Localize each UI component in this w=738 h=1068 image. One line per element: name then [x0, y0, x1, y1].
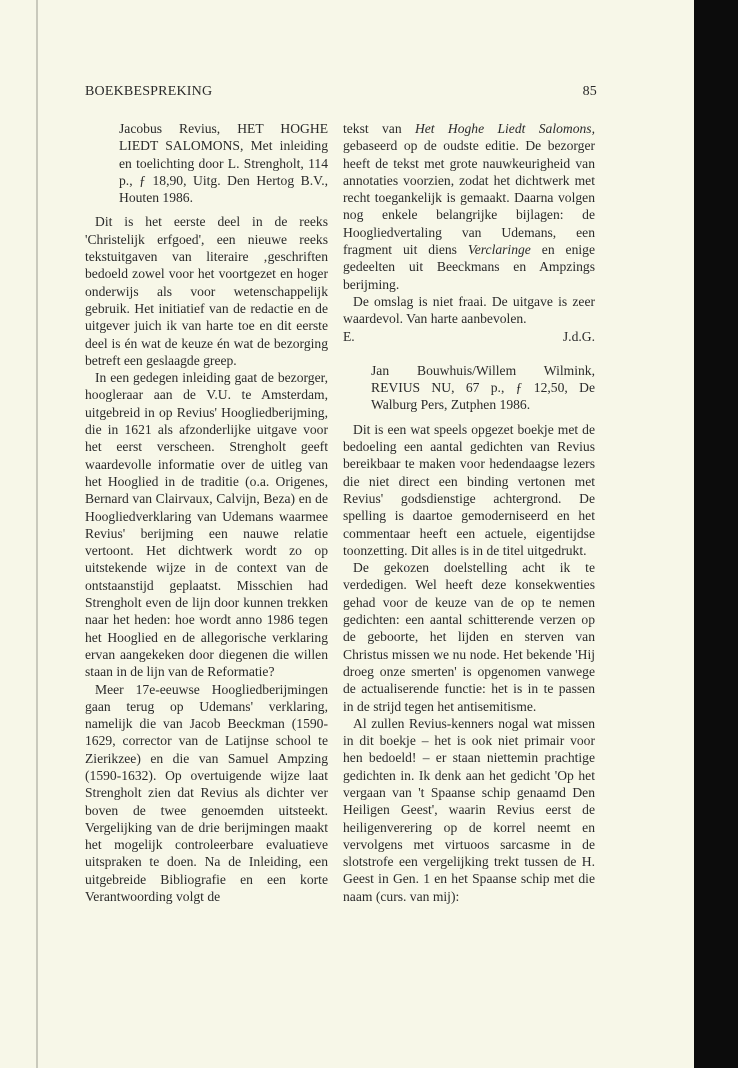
review1-cont-italic: Verclaringe: [467, 242, 531, 258]
review1-book-title: HET HOGHE LIEDT SALOMONS,: [119, 121, 328, 154]
review1-paragraph: Meer 17e-eeuwse Hoogliedberijmingen gaan terug op Udemans' verklaring, namelijk die van Jacob Beeckman (1590-1629, corrector van de Latijnse school te Zierikzee) en die van Samuel Ampzing (1590-1632). Op overtuigende wijze laat Strengholt zien dat Revius als dichter ver boven de twee genoemden uitsteekt. Vergelijking van de drie berijmingen maakt het mogelijk controleerbare evaluatieve uitspraken te doen. Na de Inleiding, een uitgebreide Bibliografie en een korte Verantwoording volgt de: [85, 681, 328, 905]
running-header: [85, 84, 597, 104]
review1-paragraph: In een gedegen inleiding gaat de bezorger, hoogleraar aan de V.U. te Amsterdam, uitgebreid in op Revius' Hoogliedberijming, die in 1621 als afzonderlijke uitgave voor het eerst verscheen. Strengholt geeft waardevolle informatie over de uitleg van het Hooglied in de traditie (o.a. Origenes, Bernard van Clairvaux, Calvijn, Beza) en de Hoogliedverklaring van Udemans waarmee Revius' berijming een nauwe relatie vertoont. Het dichtwerk wordt zo op uitstekende wijze in de context van de ontstaanstijd geplaatst. Misschien had Strengholt even de lijn door kunnen trekken naar het heden: hoe wordt anno 1986 tegen het Hooglied en de allegorische verklaring ervan aangekeken door diegenen die willen staan in de lijn van de Reformatie?: [85, 370, 328, 680]
review2-paragraph: Al zullen Revius-kenners nogal wat missen in dit boekje – het is ook niet primair voor hen bedoeld! – er staan niettemin prachtige gedichten in. Ik denk aan het gedicht 'Op het vergaan van 't Spaanse schip genaamd Den Heiligen Geest', waarin Revius eerst de heiligenverering op de korrel neemt en vervolgens met virtuoos sarcasme in de slotstrofe een vergelijking trekt tussen de H. Geest in Gen. 1 en het Spaanse schip met die naam (curs. van mij):: [343, 715, 595, 904]
reviewer-initial: E.: [343, 328, 355, 344]
review1-cont-title: Het Hoghe Liedt Salomons,: [414, 121, 595, 136]
page-binding-edge: [36, 0, 38, 1068]
left-column: [85, 120, 328, 905]
right-column: [343, 120, 595, 905]
review2-book-title: REVIUS NU,: [371, 380, 455, 396]
review1-signoff: [343, 328, 595, 345]
page-number: 85: [582, 84, 597, 99]
section-title: BOEKBESPREKING: [85, 84, 213, 99]
review2-authors: Jan Bouwhuis/Willem Wilmink,: [371, 362, 595, 378]
review1-cont-text-end: en enige gedeelten uit Beeckmans en Ampzings berijming.: [343, 242, 595, 292]
review1-cont-pre: tekst van: [343, 121, 402, 136]
review2-paragraph: De gekozen doelstelling acht ik te verdedigen. Wel heeft deze konsekwenties gehad voor de keuze van de op te nemen gedichten: een aantal schitterende verzen op de geboorte, het lijden en sterven van Christus missen we nu node. Het bekende 'Hij droeg onze smerten' is opgenomen vanwege de actualiserende functie: het is in te passen in de strijd tegen het antisemitisme.: [343, 560, 595, 714]
review1-paragraph: Dit is het eerste deel in de reeks 'Christelijk erfgoed', een nieuwe reeks tekstuitgaven van literaire ‚geschriften bedoeld zowel voor het voortgezet en hoger onderwijs als voor wetenschappelijk gebruik. Het initiatief van de redactie en de uitgever juich ik van harte toe en dit eerste deel is én wat de keuze én wat de bezorging betreft een geslaagde greep.: [85, 214, 328, 368]
review1-closing: De omslag is niet fraai. De uitgave is zeer waardevol. Van harte aanbevolen.: [343, 293, 595, 327]
review2-citation: [371, 362, 595, 414]
scan-dark-margin: [694, 0, 738, 1068]
review1-cont-text: gebaseerd op de oudste editie. De bezorger heeft de tekst met grote nauwkeurigheid van annotaties voorzien, zodat het dichtwerk met recht toegankelijk is gemaakt. Daarna volgen nog enkele belangrijke bijlagen: de Hoogliedvertaling van Udemans, een fragment uit diens: [343, 138, 595, 258]
review1-book-details: Met inleiding en toelichting door L. Strengholt, 114 p., ƒ 18,90, Uitg. Den Hertog B.V., Houten 1986.: [119, 138, 329, 206]
review2-book-details: 67 p., ƒ 12,50, De Walburg Pers, Zutphen 1986.: [371, 380, 595, 413]
review1-author: Jacobus Revius,: [119, 121, 221, 136]
review1-continuation: [343, 120, 595, 293]
reviewer-signature: J.d.G.: [562, 328, 595, 344]
review1-citation: [119, 120, 328, 206]
review2-paragraph: Dit is een wat speels opgezet boekje met de bedoeling een aantal gedichten van Revius bereikbaar te maken voor hedendaagse lezers die niet direct een binding vertonen met Revius' godsdienstige achtergrond. De spelling is daartoe gemoderniseerd en het commentaar heeft een actuele, eigentijdse toonzetting. Dit alles is in de titel uitgedrukt.: [343, 421, 595, 558]
